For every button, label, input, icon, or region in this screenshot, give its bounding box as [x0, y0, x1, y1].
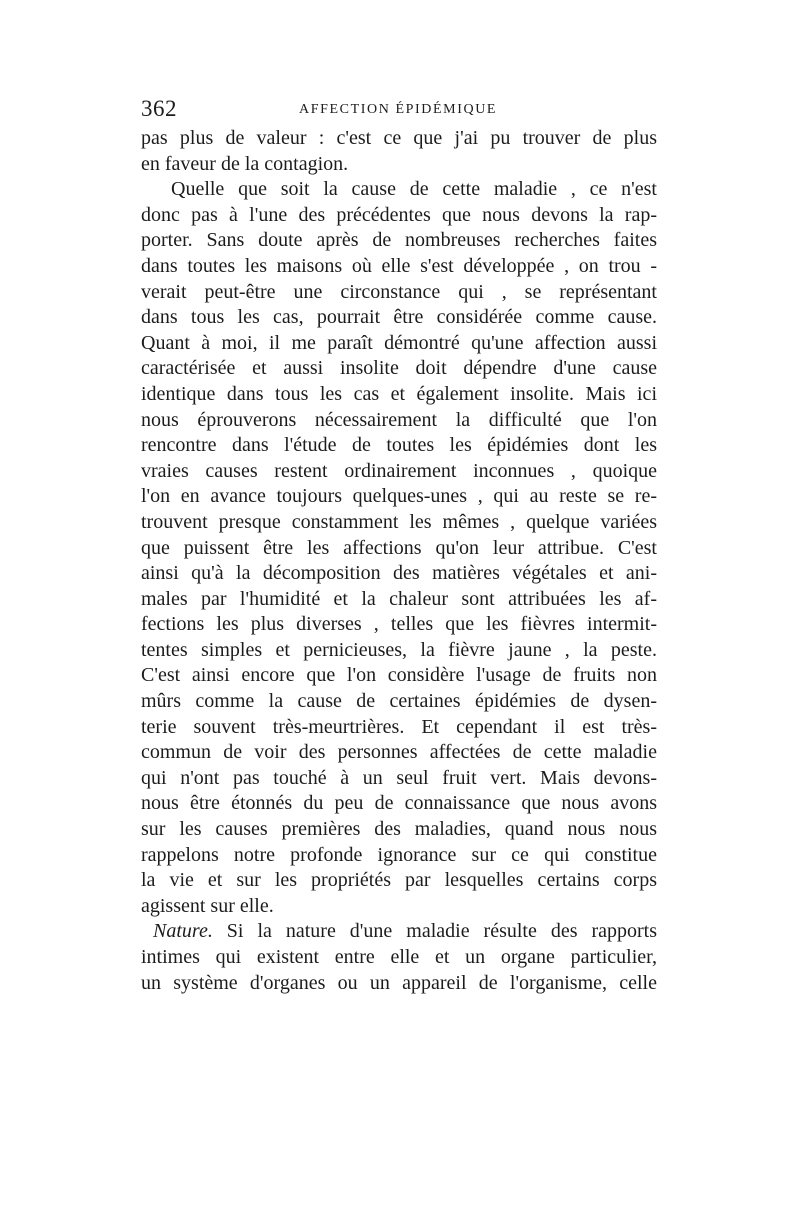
- text-line: un système d'organes ou un appareil de l'organisme, celle: [141, 971, 657, 994]
- text-line: mûrs comme la cause de certaines épidémies de dysen-: [141, 690, 657, 713]
- text-line: Quant à moi, il me paraît démontré qu'une affection aussi: [141, 331, 657, 354]
- text-line: nous éprouverons nécessairement la difficulté que l'on: [141, 408, 657, 431]
- nature-paragraph-start-line: [141, 919, 657, 945]
- text-line: tentes simples et pernicieuses, la fièvre jaune , la peste.: [141, 638, 657, 661]
- text-line: en faveur de la contagion.: [141, 152, 349, 175]
- text-line: intimes qui existent entre elle et un organe particulier,: [141, 946, 657, 968]
- text-line: donc pas à l'une des précédentes que nous devons la rap-: [141, 203, 657, 226]
- text-line: nous être étonnés du peu de connaissance que nous avons: [141, 792, 657, 815]
- text-line: fections les plus diverses , telles que les fièvres intermit-: [141, 613, 657, 636]
- text-line: vraies causes restent ordinairement inconnues , quoique: [141, 459, 657, 482]
- text-line: ainsi qu'à la décomposition des matières végétales et ani-: [141, 562, 657, 585]
- text-line: qui n'ont pas touché à un seul fruit vert. Mais devons-: [141, 766, 657, 789]
- nature-first-line-text: Si la nature d'une maladie résulte des rapports: [212, 920, 657, 943]
- body-text: [141, 126, 657, 996]
- text-line: agissent sur elle.: [141, 894, 274, 917]
- text-line: commun de voir des personnes affectées de cette maladie: [141, 741, 657, 764]
- text-line: l'on en avance toujours quelques-unes , qui au reste se re-: [141, 485, 657, 508]
- text-line: males par l'humidité et la chaleur sont attribuées les af-: [141, 587, 657, 610]
- running-title: AFFECTION ÉPIDÉMIQUE: [299, 102, 498, 117]
- text-line: dans tous les cas, pourrait être considérée comme cause.: [141, 306, 657, 329]
- page-number: 362: [141, 96, 177, 121]
- text-line: trouvent presque constamment les mêmes , quelque variées: [141, 510, 657, 533]
- text-line: identique dans tous les cas et également insolite. Mais ici: [141, 382, 657, 405]
- text-line: terie souvent très-meurtrières. Et cependant il est très-: [141, 715, 657, 738]
- text-line: C'est ainsi encore que l'on considère l'usage de fruits non: [141, 664, 657, 687]
- nature-heading: Nature.: [153, 920, 213, 943]
- page-header: [141, 96, 656, 126]
- text-line: caractérisée et aussi insolite doit dépendre d'une cause: [141, 357, 657, 380]
- text-line: rappelons notre profonde ignorance sur ce qui constitue: [141, 843, 657, 866]
- text-line: sur les causes premières des maladies, quand nous nous: [141, 818, 657, 841]
- text-line: rencontre dans l'étude de toutes les épidémies dont les: [141, 434, 657, 457]
- paragraph-start-line: Quelle que soit la cause de cette maladie , ce n'est: [171, 178, 657, 201]
- text-line: verait peut-être une circonstance qui , se représentant: [141, 280, 657, 303]
- text-line: pas plus de valeur : c'est ce que j'ai pu trouver de plus: [141, 127, 657, 149]
- text-line: porter. Sans doute après de nombreuses recherches faites: [141, 229, 657, 252]
- text-line: que puissent être les affections qu'on leur attribue. C'est: [141, 536, 657, 559]
- text-line: la vie et sur les propriétés par lesquelles certains corps: [141, 869, 657, 892]
- text-line: dans toutes les maisons où elle s'est développée , on trou -: [141, 254, 657, 277]
